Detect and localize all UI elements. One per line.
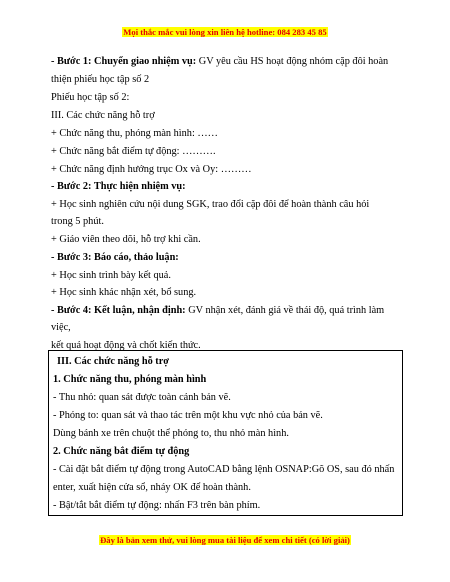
step1-line [51, 55, 388, 68]
step3-item-present: + Học sinh trình bày kết quả. [51, 270, 171, 281]
hotline-banner: Mọi thắc mắc vui lòng xin liên hệ hotline: 084 283 45 85 [123, 27, 327, 37]
worksheet-item-snap: + Chức năng bắt điểm tự động: ………. [51, 146, 216, 157]
knowledge-box [48, 350, 403, 516]
step4-continuation-1: việc, [51, 322, 71, 333]
step2-item-teacher: + Giáo viên theo dõi, hỗ trợ khi cần. [51, 234, 201, 245]
worksheet-item-axis: + Chức năng định hướng trục Ox và Oy: ……… [51, 164, 252, 175]
box-snap-toggle: - Bật/tắt bắt điểm tự động: nhấn F3 trên bàn phím. [53, 500, 261, 511]
worksheet-item-zoom: + Chức năng thu, phóng màn hình: …… [51, 128, 218, 139]
box-zoom-out: - Thu nhỏ: quan sát được toàn cảnh bản vẽ. [53, 392, 231, 403]
box-snap-setup-cont: enter, xuất hiện cửa sổ, nháy OK để hoàn thành. [53, 482, 251, 493]
box-snap-setup: - Cài đặt bắt điểm tự động trong AutoCAD bằng lệnh OSNAP:Gõ OS, sau đó nhấn [53, 464, 395, 475]
step3-item-feedback: + Học sinh khác nhận xét, bổ sung. [51, 287, 197, 298]
step2-label: - Bước 2: Thực hiện nhiệm vụ: [51, 181, 186, 192]
box-mouse-wheel: Dùng bánh xe trên chuột thể phóng to, thu nhỏ màn hình. [53, 428, 289, 439]
box-title: III. Các chức năng hỗ trợ [57, 356, 169, 367]
preview-banner: Đây là bản xem thử, vui lòng mua tài liệu để xem chi tiết (có lời giải) [100, 535, 350, 545]
box-heading-snap: 2. Chức năng bắt điểm tự động [53, 446, 190, 457]
step1-text: GV yêu cầu HS hoạt động nhóm cặp đôi hoàn [196, 56, 389, 67]
step4-label: - Bước 4: Kết luận, nhận định: [51, 305, 186, 316]
step3-label: - Bước 3: Báo cáo, thảo luận: [51, 252, 179, 263]
step1-continuation: thiện phiếu học tập số 2 [51, 74, 150, 85]
worksheet-title: Phiếu học tập số 2: [51, 92, 130, 103]
step2-item-students: + Học sinh nghiên cứu nội dung SGK, trao đổi cặp đôi để hoàn thành câu hỏi [51, 199, 370, 210]
step2-item-students-cont: trong 5 phút. [51, 216, 104, 227]
worksheet-section: III. Các chức năng hỗ trợ [51, 110, 155, 121]
step4-continuation-2: kết quả hoạt động và chốt kiến thức. [51, 340, 201, 351]
box-heading-zoom: 1. Chức năng thu, phóng màn hình [53, 374, 207, 385]
box-zoom-in: - Phóng to: quan sát và thao tác trên một khu vực nhỏ của bản vẽ. [53, 410, 323, 421]
step1-label: - Bước 1: Chuyển giao nhiệm vụ: [51, 56, 197, 67]
step4-text: GV nhận xét, đánh giá về thái độ, quá trình làm [185, 305, 385, 316]
step4-line [51, 304, 384, 317]
